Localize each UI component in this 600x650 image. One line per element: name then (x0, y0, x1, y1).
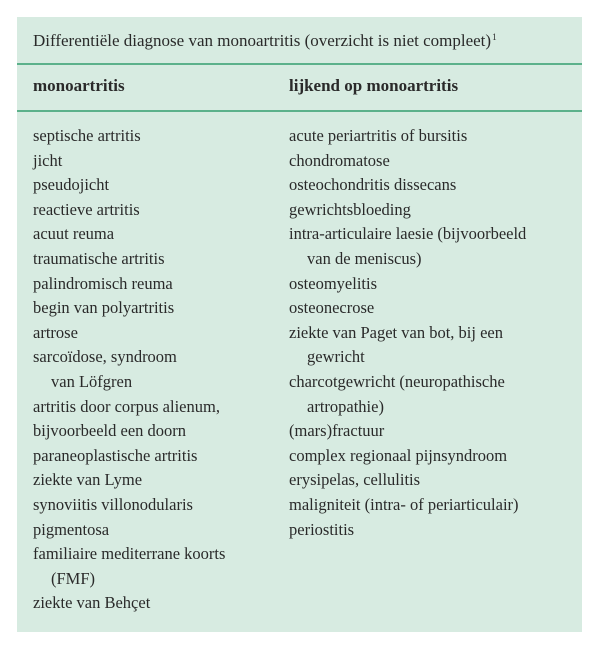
list-item-text: synoviitis villonodularis (33, 494, 193, 514)
footnote-marker: 1 (492, 32, 497, 42)
list-item (33, 542, 283, 591)
list-item (33, 198, 283, 223)
list-item-text: acute periartritis of bursitis (289, 126, 468, 145)
list-item (33, 518, 283, 543)
list-item (33, 124, 283, 149)
table-title-text: Differentiële diagnose van monoartritis (overzicht is niet compleet) (33, 31, 492, 50)
list-item-continuation: van Löfgren (51, 371, 133, 391)
list-item (33, 419, 283, 444)
list-item (33, 247, 283, 272)
table-box (17, 17, 582, 632)
column-header-monoartritis: monoartritis (33, 76, 125, 95)
list-item (289, 173, 579, 198)
column-list-monoartritis (33, 124, 283, 616)
list-item-continuation: artropathie) (307, 396, 384, 416)
list-item-text: charcotgewricht (neuropathische (289, 371, 505, 391)
list-item-text: septische artritis (33, 126, 141, 145)
list-item (33, 395, 283, 420)
list-item-text: osteochondritis dissecans (289, 175, 457, 195)
list-item-text: osteomyelitis (289, 273, 377, 293)
title-divider (17, 63, 582, 65)
list-item-text: reactieve artritis (33, 199, 140, 219)
list-item (33, 345, 283, 394)
list-item-text: chondromatose (289, 150, 390, 170)
list-item-text: periostitis (289, 519, 355, 539)
list-item (33, 591, 283, 616)
table-title (33, 26, 497, 52)
list-item-text: pseudojicht (33, 175, 110, 195)
list-item (289, 370, 579, 419)
list-item (33, 149, 283, 174)
list-item (33, 468, 283, 493)
list-item-text: gewrichtsbloeding (289, 199, 411, 219)
list-item (33, 444, 283, 469)
list-item (289, 518, 579, 543)
list-item-text: jicht (33, 150, 63, 170)
list-item (289, 493, 579, 518)
list-item-text: intra-articulaire laesie (bijvoorbeeld (289, 224, 527, 244)
list-item-text: pigmentosa (33, 519, 110, 539)
list-item (33, 222, 283, 247)
list-item (289, 468, 579, 493)
column-header-lijkend-op-monoartritis: lijkend op monoartritis (289, 76, 459, 95)
list-item-text: palindromisch reuma (33, 273, 173, 293)
list-item-text: (mars)fractuur (289, 421, 385, 441)
list-item-text: paraneoplastische artritis (33, 445, 198, 465)
list-item-continuation: (FMF) (51, 568, 96, 588)
list-item-text: maligniteit (intra- of periarticulair) (289, 494, 519, 514)
list-item-text: ziekte van Paget van bot, bij een (289, 322, 503, 342)
list-item (289, 321, 579, 370)
list-item-text: artrose (33, 322, 78, 342)
list-item (289, 296, 579, 321)
list-item (289, 222, 579, 271)
list-item (33, 493, 283, 518)
list-item-text: ziekte van Lyme (33, 470, 143, 490)
list-item-continuation: gewricht (307, 347, 365, 367)
list-item-text: bijvoorbeeld een doorn (33, 421, 187, 441)
list-item (289, 419, 579, 444)
list-item-text: familiaire mediterrane koorts (33, 544, 226, 564)
list-item (289, 444, 579, 469)
list-item-text: ziekte van Behçet (33, 593, 151, 613)
list-item-text: begin van polyartritis (33, 298, 175, 318)
list-item (33, 173, 283, 198)
column-list-lijkend-op-monoartritis (289, 124, 579, 542)
list-item-text: osteonecrose (289, 298, 375, 318)
list-item (289, 198, 579, 223)
list-item (33, 272, 283, 297)
list-item (33, 321, 283, 346)
list-item-text: acuut reuma (33, 224, 115, 244)
list-item-text: sarcoïdose, syndroom (33, 347, 177, 367)
list-item-text: traumatische artritis (33, 248, 165, 268)
list-item (289, 149, 579, 174)
list-item (289, 124, 579, 149)
list-item (33, 296, 283, 321)
list-item-continuation: van de meniscus) (307, 248, 422, 268)
header-divider (17, 110, 582, 112)
list-item-text: complex regionaal pijnsyndroom (289, 445, 508, 465)
list-item-text: artritis door corpus alienum, (33, 396, 220, 416)
list-item (289, 272, 579, 297)
list-item-text: erysipelas, cellulitis (289, 470, 421, 490)
